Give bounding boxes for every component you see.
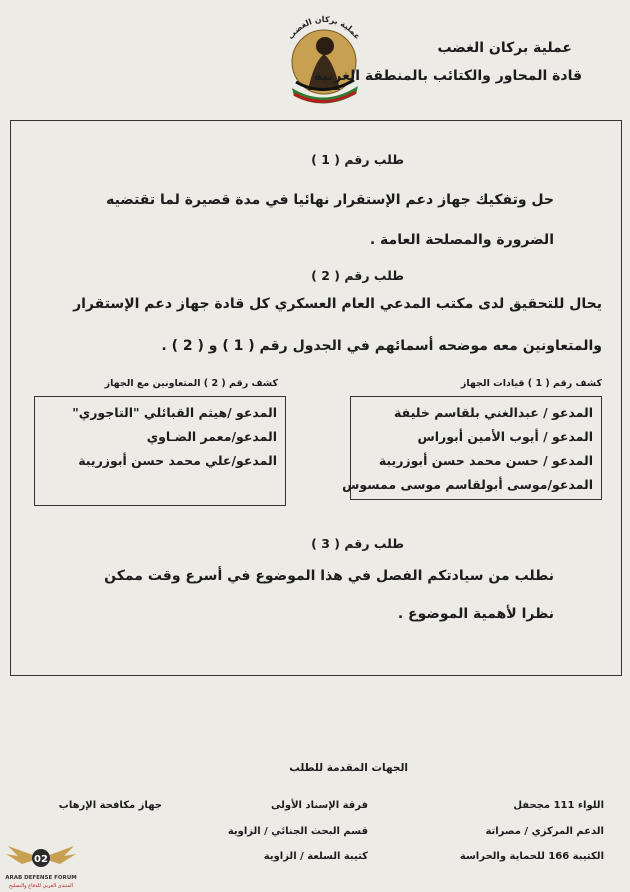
logo-arc-text: عملية بركان الغضب <box>286 14 363 42</box>
leaders-box <box>342 396 602 500</box>
watermark-text: ARAB DEFENSE FORUM <box>5 875 77 881</box>
footer-middle-line: قسم البحث الجنائي / الزاوية <box>227 826 368 837</box>
request-1-line-2: الضرورة والمصلحة العامة . <box>369 232 554 248</box>
request-2-line-1: يحال للتحقيق لدى مكتب المدعي العام العسكري كل قادة جهاز دعم الإستقرار <box>73 296 602 312</box>
leader-name: المدعو/موسى أبولقاسم موسى ممسوس <box>342 477 593 492</box>
footer-middle-line: فرقة الإسناد الأولى <box>271 800 368 811</box>
leader-name: المدعو / أيوب الأمين أبوراس <box>417 429 593 444</box>
collaborator-name: المدعو/معمر الضـاوي <box>146 429 277 444</box>
request-1-title: طلب رقم ( 1 ) <box>311 152 404 167</box>
footer-right-line: الكتيبة 166 للحماية والحراسة <box>459 851 604 862</box>
footer-left-line: جهاز مكافحة الإرهاب <box>58 800 162 811</box>
collaborators-caption: كشف رقم ( 2 ) المتعاونين مع الجهاز <box>104 378 278 389</box>
header-subtitle: قادة المحاور والكتائب بالمنطقة الغربية <box>313 68 582 84</box>
leaders-caption: كشف رقم ( 1 ) قيادات الجهاز <box>460 378 602 389</box>
leader-name: المدعو / عبدالغني بلقاسم خليفة <box>394 405 593 420</box>
footer-heading: الجهات المقدمة للطلب <box>289 762 408 774</box>
footer-right-line: الدعم المركزي / مصراتة <box>485 826 604 837</box>
request-2-title: طلب رقم ( 2 ) <box>311 268 404 283</box>
watermark-badge: 02 <box>34 854 48 865</box>
footer-right-line: اللواء 111 مجحفل <box>513 800 604 811</box>
request-3-line-2: نظرا لأهمية الموضوع . <box>397 606 554 622</box>
collaborator-name: المدعو /هيثم القبائلي "التاجوري" <box>72 405 277 420</box>
footer-middle-line: كتيبة السلعة / الزاوية <box>263 851 368 862</box>
header-org-name: عملية بركان الغضب <box>437 40 572 56</box>
eagle-wings-icon <box>4 842 78 870</box>
collaborator-name: المدعو/علي محمد حسن أبوزريبة <box>78 453 277 468</box>
request-3-title: طلب رقم ( 3 ) <box>311 536 404 551</box>
leader-name: المدعو / حسن محمد حسن أبوزريبة <box>378 453 593 468</box>
forum-watermark <box>4 842 78 892</box>
emblem-logo <box>268 2 380 110</box>
request-3-line-1: نطلب من سيادتكم الفصل في هذا الموضوع في أسرع وقت ممكن <box>104 568 554 584</box>
request-1-line-1: حل وتفكيك جهاز دعم الإستقرار نهائيا في مدة قصيرة لما تقتضيه <box>106 192 554 208</box>
collaborators-box <box>34 396 286 506</box>
watermark-subtext: المنتدى العربي للدفاع والتسليح <box>8 883 74 889</box>
request-2-line-2: والمتعاونين معه موضحه أسمائهم في الجدول رقم ( 1 ) و ( 2 ) . <box>161 338 602 354</box>
